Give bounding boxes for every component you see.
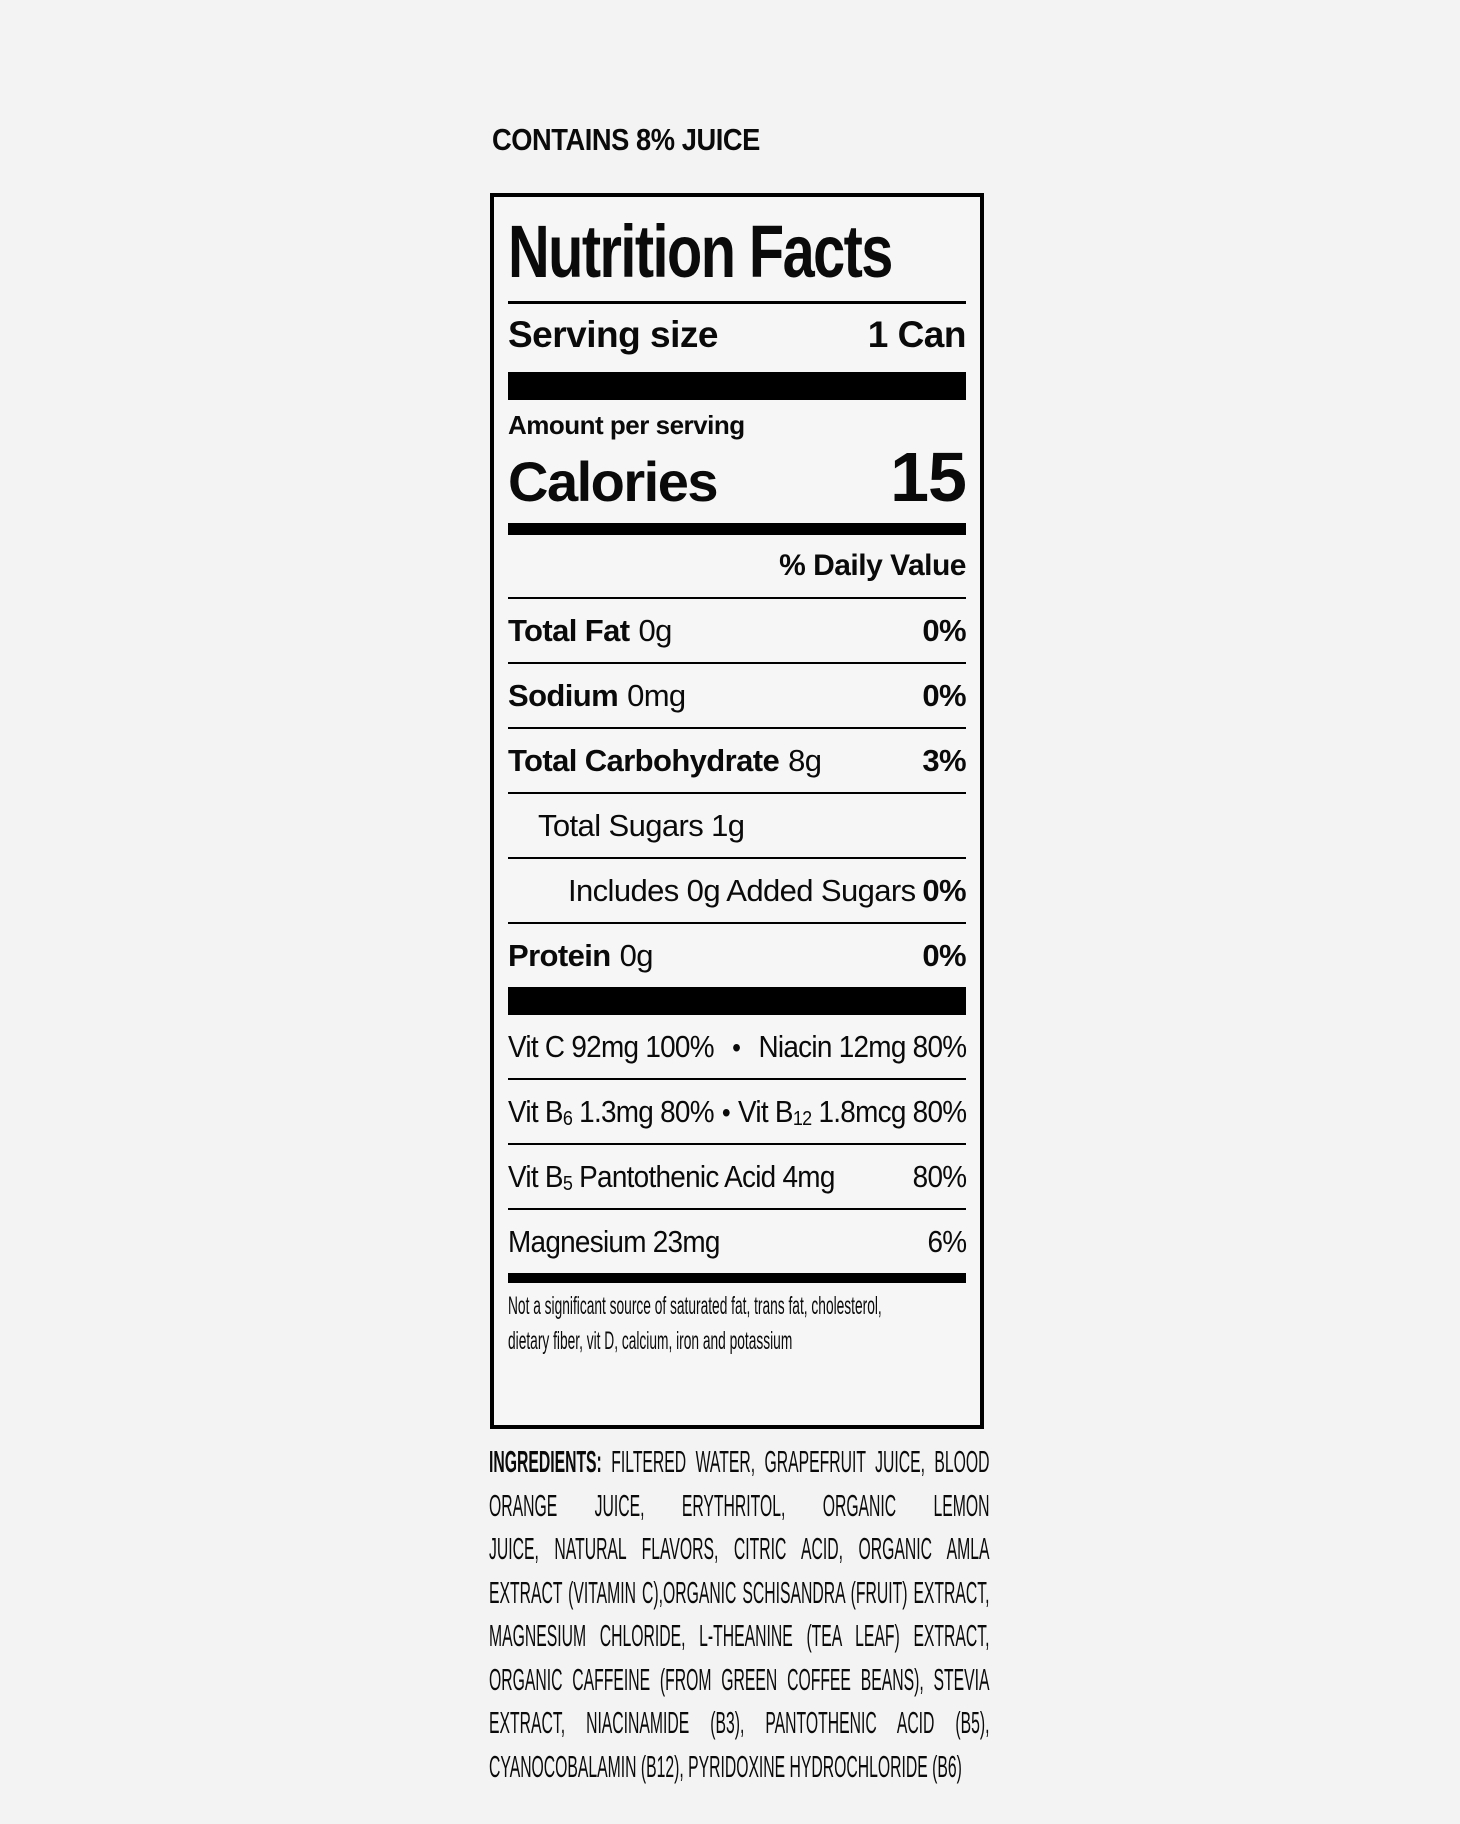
nutrient-name: Total Fat: [508, 613, 630, 648]
ingredients-line: EXTRACT (VITAMIN C),ORGANIC SCHISANDRA (FRUIT) EXTRACT,: [489, 1575, 990, 1610]
ingredients-heading: INGREDIENTS:: [489, 1445, 602, 1479]
serving-size-label: Serving size: [508, 314, 718, 355]
nutrient-name: Total Sugars 1g: [538, 808, 745, 843]
vitamin-row-content: [508, 1224, 966, 1260]
footnote: [508, 1289, 966, 1371]
nutrient-amount: 8g: [788, 743, 822, 778]
ingredients-line: ORGANIC CAFFEINE (FROM GREEN COFFEE BEANS), STEVIA: [489, 1662, 990, 1697]
nutrient-row-total-sugars: [508, 794, 966, 859]
calories-divider-bar: [508, 523, 966, 535]
ingredients-line-text: FILTERED WATER, GRAPEFRUIT JUICE, BLOOD: [601, 1445, 990, 1479]
vitamin-left-text: Vit B: [508, 1094, 563, 1129]
vitamin-right: [738, 1094, 966, 1130]
vitamin-row-content: [508, 1029, 966, 1065]
nutrient-name-amount: [508, 678, 686, 714]
vitamin-left: [508, 1029, 714, 1065]
nutrient-dv: 0%: [922, 873, 966, 908]
ingredients-line: JUICE, NATURAL FLAVORS, CITRIC ACID, ORGANIC AMLA: [489, 1532, 990, 1566]
amount-per-serving-label: Amount per serving: [508, 410, 745, 440]
vitamin-dv: 80%: [912, 1159, 967, 1194]
vitamin-left-text: Vit C 92mg 100%: [508, 1029, 714, 1064]
vitamin-left-subscript: 5: [562, 1173, 573, 1195]
vitamin-right-subscript: 12: [792, 1108, 812, 1130]
vitamin-row-content: [508, 1159, 966, 1195]
vitamin-left-text: Vit B: [508, 1159, 563, 1194]
nutrition-facts-title: Nutrition Facts: [508, 210, 892, 293]
vitamin-row-magnesium: [508, 1210, 966, 1273]
vitamin-right-text: Vit B: [737, 1094, 793, 1129]
calories-label: Calories: [508, 450, 717, 513]
vitamin-row-c-niacin: [508, 1015, 966, 1080]
bullet-separator: •: [721, 1097, 730, 1128]
ingredients-line: ORANGE JUICE, ERYTHRITOL, ORGANIC LEMON: [489, 1488, 990, 1523]
vitamin-left: [508, 1094, 714, 1130]
vitamin-right-text: Niacin 12mg 80%: [758, 1029, 967, 1064]
nutrient-amount: 0g: [619, 938, 653, 973]
serving-size-row: [508, 304, 966, 372]
footnote-line-1: Not a significant source of saturated fat, trans fat, cholesterol,: [508, 1292, 882, 1320]
nutrient-amount: 0g: [638, 613, 672, 648]
vitamin-left: [508, 1224, 720, 1260]
vitamin-left-text-rest: Pantothenic Acid 4mg: [572, 1159, 835, 1194]
nutrient-dv: 3%: [922, 743, 966, 778]
footnote-line-2: dietary fiber, vit D, calcium, iron and potassium: [508, 1327, 793, 1355]
daily-value-header: % Daily Value: [508, 535, 966, 599]
nutrient-amount: 0mg: [627, 678, 686, 713]
nutrient-row-protein: [508, 924, 966, 987]
vitamin-right: [758, 1029, 966, 1065]
bullet-separator: •: [732, 1032, 741, 1063]
nutrient-name-amount: [508, 613, 672, 649]
vitamin-row-content: [508, 1094, 966, 1130]
section-bar-footnote: [508, 1273, 966, 1283]
nutrient-name-amount: [508, 938, 653, 974]
nutrient-name: Total Carbohydrate: [508, 743, 780, 778]
nutrient-name: Protein: [508, 938, 611, 973]
nutrient-row-total-fat: [508, 599, 966, 664]
nutrient-name-amount: [508, 743, 821, 779]
vitamin-left-subscript: 6: [562, 1108, 573, 1130]
vitamin-right-text-rest: 1.8mcg 80%: [811, 1094, 967, 1129]
section-bar-top: [508, 372, 966, 400]
vitamin-left-text-rest: 1.3mg 80%: [572, 1094, 714, 1129]
ingredients-line: EXTRACT, NIACINAMIDE (B3), PANTOTHENIC ACID (B5),: [489, 1706, 990, 1740]
ingredients-line: CYANOCOBALAMIN (B12), PYRIDOXINE HYDROCHLORIDE (B6): [489, 1749, 962, 1784]
section-bar-vitamins: [508, 987, 966, 1015]
vitamin-row-b5: [508, 1145, 966, 1210]
vitamin-left: [508, 1159, 835, 1195]
ingredients-line: [489, 1441, 990, 1485]
nutrient-dv: 0%: [922, 613, 966, 648]
serving-size-value: 1 Can: [867, 314, 966, 355]
calories-value: 15: [890, 438, 966, 516]
ingredients-line: MAGNESIUM CHLORIDE, L-THEANINE (TEA LEAF) EXTRACT,: [489, 1619, 990, 1653]
nutrient-row-sodium: [508, 664, 966, 729]
nutrient-dv: 0%: [922, 678, 966, 713]
ingredients-block: [489, 1441, 990, 1789]
vitamin-left-text: Magnesium 23mg: [508, 1224, 720, 1259]
nutrient-dv: 0%: [922, 938, 966, 973]
calories-row: [508, 437, 966, 523]
nutrient-name: Sodium: [508, 678, 619, 713]
nutrient-row-total-carbohydrate: [508, 729, 966, 794]
vitamin-row-b6-b12: [508, 1080, 966, 1145]
contains-juice-note: CONTAINS 8% JUICE: [492, 122, 760, 157]
nutrition-facts-panel: [490, 193, 984, 1429]
nutrient-row-added-sugars: [508, 859, 966, 924]
nutrient-name: Includes 0g Added Sugars: [568, 873, 916, 908]
vitamin-dv: 6%: [927, 1224, 967, 1259]
